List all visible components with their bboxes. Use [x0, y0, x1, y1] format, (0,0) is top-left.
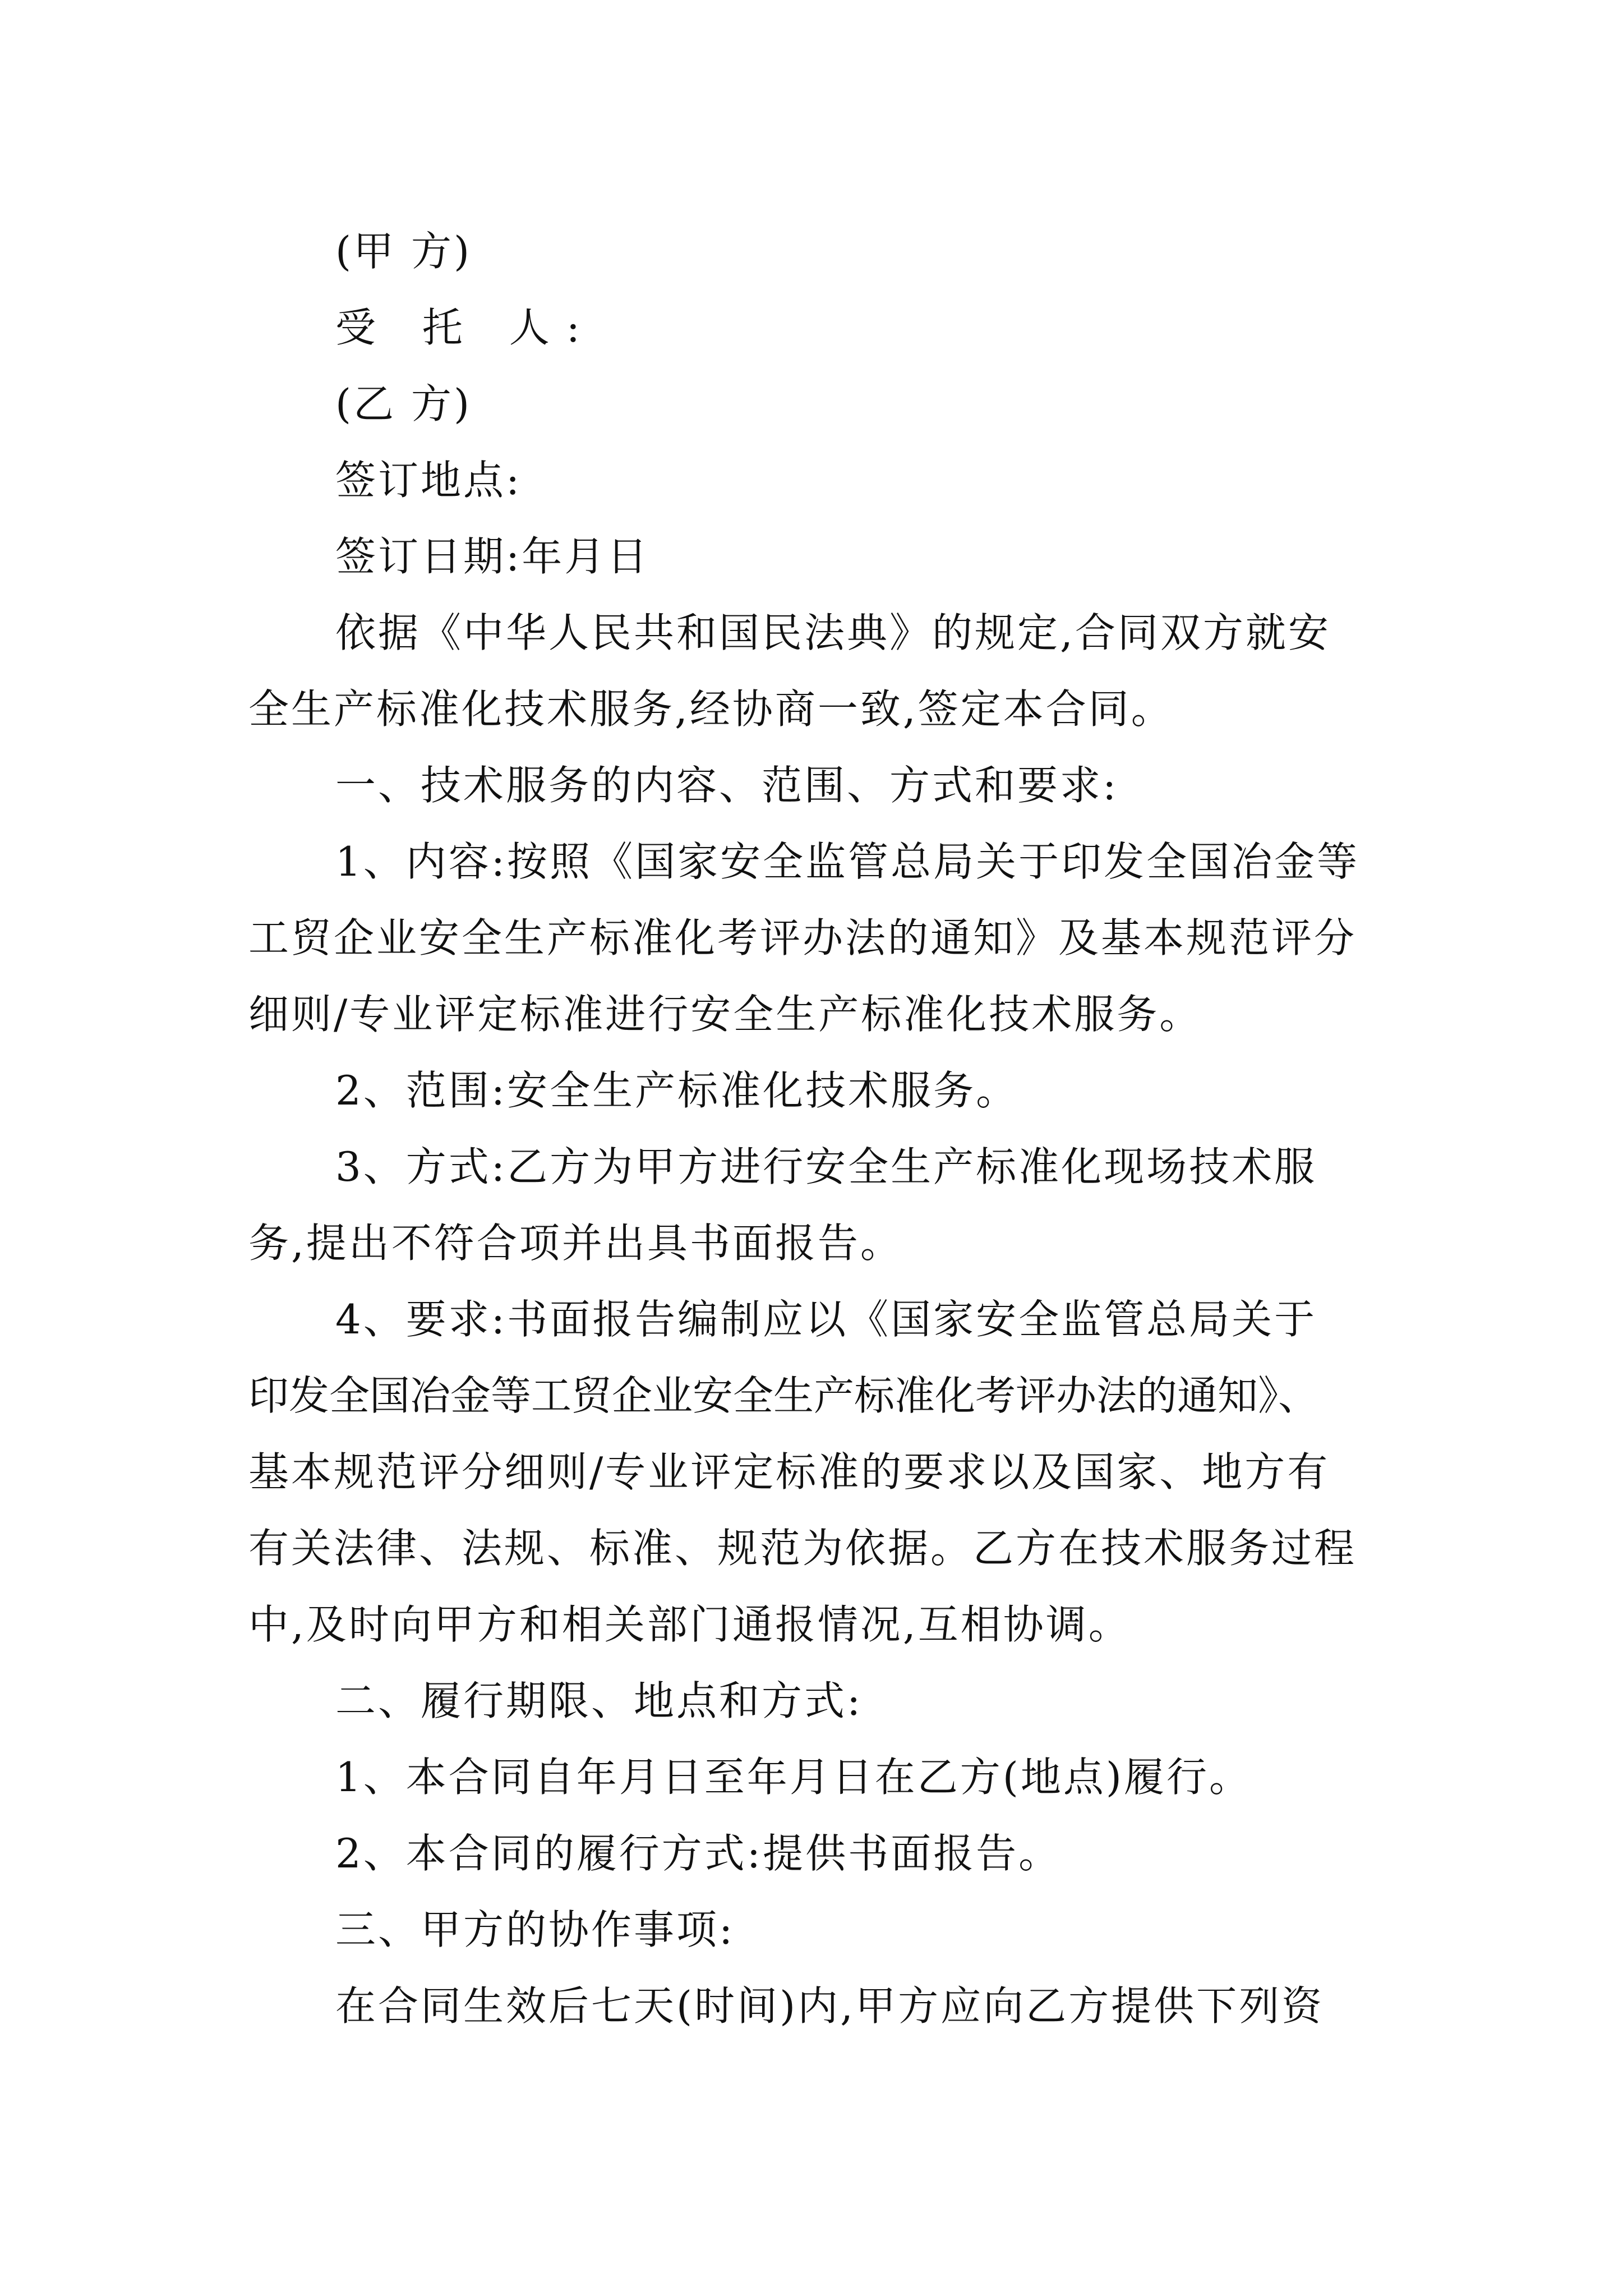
section-heading: 一、技术服务的内容、范围、方式和要求:: [335, 762, 1119, 809]
paragraph-line: 细则/专业评定标准进行安全生产标准化技术服务。: [248, 991, 1202, 1038]
party-a-label: (甲 方): [335, 228, 472, 275]
paragraph-line: 全生产标准化技术服务,经协商一致,签定本合同。: [248, 685, 1174, 733]
section-heading: 三、甲方的协作事项:: [335, 1906, 735, 1953]
paragraph-line: 印发全国冶金等工贸企业安全生产标准化考评办法的通知》、: [248, 1372, 1319, 1419]
paragraph-line: 1、内容:按照《国家安全监管总局关于印发全国冶金等: [335, 838, 1360, 885]
signing-place-label: 签订地点:: [335, 457, 522, 504]
paragraph-line: 中,及时向甲方和相关部门通报情况,互相协调。: [248, 1601, 1131, 1648]
paragraph-line: 2、范围:安全生产标准化技术服务。: [335, 1067, 1019, 1114]
trustee-label: 受 托 人:: [335, 304, 597, 351]
paragraph-line: 基本规范评分细则/专业评定标准的要求以及国家、地方有: [248, 1448, 1330, 1496]
paragraph-line: 4、要求:书面报告编制应以《国家安全监管总局关于: [335, 1296, 1317, 1343]
paragraph-line: 有关法律、法规、标准、规范为依据。乙方在技术服务过程: [248, 1525, 1357, 1572]
paragraph-line: 3、方式:乙方为甲方进行安全生产标准化现场技术服: [335, 1143, 1317, 1190]
paragraph-line: 1、本合同自年月日至年月日在乙方(地点)履行。: [335, 1754, 1252, 1801]
paragraph-line: 务,提出不符合项并出具书面报告。: [248, 1220, 903, 1267]
paragraph-line: 2、本合同的履行方式:提供书面报告。: [335, 1830, 1062, 1877]
paragraph-line: 工贸企业安全生产标准化考评办法的通知》及基本规范评分: [248, 914, 1357, 961]
party-b-label: (乙 方): [335, 380, 472, 427]
paragraph-line: 在合同生效后七天(时间)内,甲方应向乙方提供下列资: [335, 1982, 1325, 2030]
signing-date-label: 签订日期:年月日: [335, 533, 650, 580]
paragraph-line: 依据《中华人民共和国民法典》的规定,合同双方就安: [335, 609, 1331, 656]
section-heading: 二、履行期限、地点和方式:: [335, 1677, 863, 1724]
document-body: [248, 213, 1387, 2044]
